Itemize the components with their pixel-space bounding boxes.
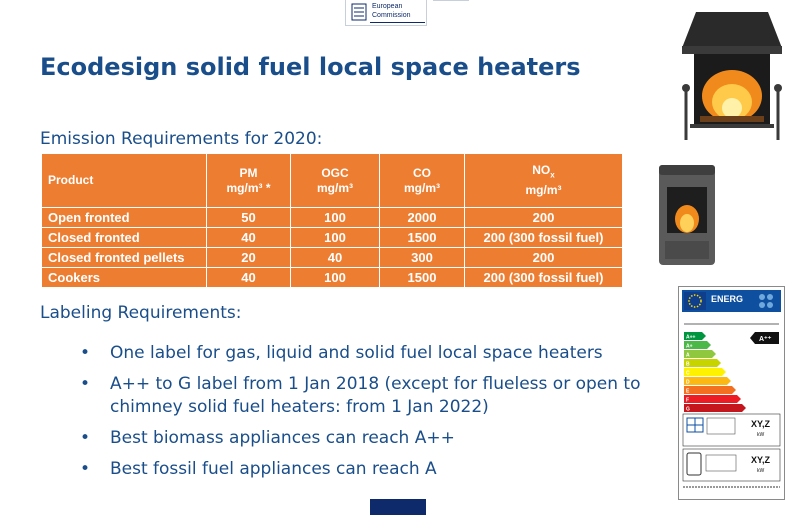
col-ogc: OGC mg/m³ [291, 154, 380, 208]
cell-nox: 200 [465, 248, 623, 268]
energy-class-label: C [686, 370, 690, 377]
energy-class-label: D [686, 379, 690, 386]
energy-class-bar [684, 377, 731, 385]
list-item: • A++ to G label from 1 Jan 2018 (except for flueless or open to chimney solid fuel heaters: from 1 Jan 2022) [80, 374, 641, 417]
cell-co: 2000 [380, 208, 465, 228]
cell-nox: 200 (300 fossil fuel) [465, 228, 623, 248]
table-row [42, 208, 623, 228]
cell-nox: 200 (300 fossil fuel) [465, 268, 623, 288]
emission-table [41, 153, 623, 288]
list-item: • One label for gas, liquid and solid fuel local space heaters [80, 343, 603, 363]
cell-product: Closed fronted [42, 228, 207, 248]
svg-text:XY,Z: XY,Z [751, 455, 771, 465]
cell-ogc: 100 [291, 228, 380, 248]
cell-product: Closed fronted pellets [42, 248, 207, 268]
header-rule [433, 0, 469, 1]
cell-co: 300 [380, 248, 465, 268]
slide-title: Ecodesign solid fuel local space heaters [40, 53, 581, 81]
footer-accent-bar [370, 499, 426, 515]
energy-class-label: G [686, 406, 690, 413]
col-co: CO mg/m³ [380, 154, 465, 208]
cell-pm: 20 [207, 248, 291, 268]
cell-co: 1500 [380, 268, 465, 288]
cell-product: Cookers [42, 268, 207, 288]
col-pm: PM mg/m³ * [207, 154, 291, 208]
energy-class-bar [684, 386, 736, 394]
logo-line-2: Commission [372, 12, 411, 19]
cell-pm: 50 [207, 208, 291, 228]
bullet-icon: • [80, 343, 91, 363]
table-row [42, 268, 623, 288]
col-product: Product [42, 154, 207, 208]
logo-line-1: European [372, 3, 403, 10]
energy-label-image [678, 286, 785, 500]
list-item: • Best fossil fuel appliances can reach A [80, 459, 437, 479]
bullet-icon: • [80, 459, 91, 479]
energy-class-label: A++ [686, 334, 696, 341]
pellet-stove-image [655, 163, 719, 269]
energy-label-graphic [679, 287, 784, 499]
energy-class-label: B [686, 361, 690, 368]
energy-class-label: F [686, 397, 690, 404]
bullet-icon: • [80, 428, 91, 448]
commission-emblem-icon [349, 2, 369, 24]
table-header-row [42, 154, 623, 208]
svg-text:ENERG: ENERG [711, 294, 744, 304]
labeling-heading: Labeling Requirements: [40, 303, 242, 323]
fireplace-image [676, 8, 788, 146]
energy-class-label: A+ [686, 343, 693, 350]
cell-pm: 40 [207, 228, 291, 248]
energy-class-label: A [686, 352, 690, 359]
cell-ogc: 100 [291, 208, 380, 228]
logo-underline [370, 22, 425, 23]
labeling-bullet-list [80, 342, 680, 489]
svg-text:A⁺⁺: A⁺⁺ [759, 336, 772, 343]
svg-text:kW: kW [757, 432, 765, 438]
svg-text:XY,Z: XY,Z [751, 419, 771, 429]
table-row [42, 248, 623, 268]
svg-text:kW: kW [757, 468, 765, 474]
energy-class-bar [684, 404, 746, 412]
cell-product: Open fronted [42, 208, 207, 228]
energy-class-bar [684, 395, 741, 403]
col-nox: $NO_x$ mg/m³ [465, 154, 623, 208]
list-item: • Best biomass appliances can reach A++ [80, 428, 455, 448]
bullet-icon: • [80, 374, 91, 394]
cell-ogc: 100 [291, 268, 380, 288]
table-row [42, 228, 623, 248]
cell-co: 1500 [380, 228, 465, 248]
cell-pm: 40 [207, 268, 291, 288]
energy-class-label: E [686, 388, 690, 395]
cell-nox: 200 [465, 208, 623, 228]
cell-ogc: 40 [291, 248, 380, 268]
emission-heading: Emission Requirements for 2020: [40, 129, 323, 149]
energy-class-bar [684, 368, 726, 376]
european-commission-logo [345, 0, 427, 26]
